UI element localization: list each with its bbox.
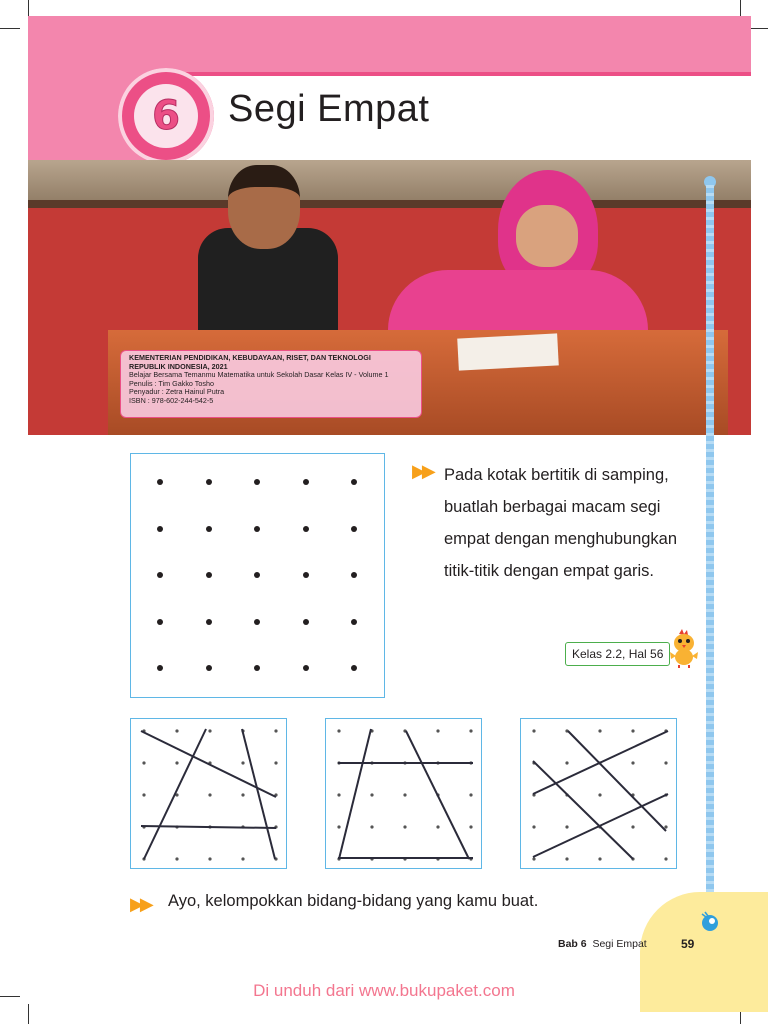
footer-chapter-name: Segi Empat [592, 938, 647, 950]
example-shape-2-drawing [326, 719, 483, 870]
example-grid-dot [469, 825, 472, 828]
photo-wall-stripe [28, 200, 751, 208]
example-grid-dot [532, 825, 535, 828]
grid-dot[interactable] [206, 479, 212, 485]
grid-dot[interactable] [206, 526, 212, 532]
example-grid-dot [598, 729, 601, 732]
example-grid-dot [664, 857, 667, 860]
example-grid-dot [208, 729, 211, 732]
grid-dot[interactable] [206, 619, 212, 625]
example-grid-dot [436, 729, 439, 732]
example-grid-dot [403, 825, 406, 828]
chapter-badge [118, 68, 214, 164]
activity-instruction [444, 459, 704, 587]
grid-dot[interactable] [254, 572, 260, 578]
credit-adapter: Penyadur : Zetra Hainul Putra [129, 387, 225, 397]
example-grid-dot [142, 761, 145, 764]
reference-tag: Kelas 2.2, Hal 56 [565, 642, 670, 666]
credit-country-year: REPUBLIK INDONESIA, 2021 [129, 361, 228, 371]
credit-book-title: Belajar Bersama Temanmu Matematika untuk Sekolah Dasar Kelas IV - Volume 1 [129, 370, 389, 380]
footer-chapter [558, 938, 647, 950]
grid-dot[interactable] [206, 665, 212, 671]
grid-dot[interactable] [254, 526, 260, 532]
chapter-number: 6 [134, 84, 198, 148]
example-grid-dot [532, 729, 535, 732]
grid-dot[interactable] [303, 572, 309, 578]
grid-dot[interactable] [254, 619, 260, 625]
grid-dot[interactable] [303, 665, 309, 671]
grid-dot[interactable] [303, 479, 309, 485]
example-grid-dot [436, 825, 439, 828]
grid-dot[interactable] [157, 572, 163, 578]
side-dotted-rail [706, 180, 714, 900]
example-grid-dot [532, 857, 535, 860]
example-grid-dot [337, 825, 340, 828]
instruction-line: buatlah berbagai macam segi [444, 498, 661, 516]
instruction-line: titik-titik dengan empat garis. [444, 562, 655, 580]
example-grid-dot [241, 761, 244, 764]
example-shape-3 [520, 718, 677, 869]
example-grid-dot [598, 857, 601, 860]
grid-dot[interactable] [157, 665, 163, 671]
example-grid-dot [370, 793, 373, 796]
example-shape-1 [130, 718, 287, 869]
page-number: 59 [681, 937, 695, 951]
instruction-line: Pada kotak bertitik di samping, [444, 466, 669, 484]
example-grid-dot [370, 825, 373, 828]
example-grid-dot [664, 825, 667, 828]
double-triangle-arrow-icon: ▶▶ [130, 894, 150, 914]
footer-chapter-label: Bab 6 [558, 938, 587, 950]
example-shape-3-drawing [521, 719, 678, 870]
example-grid-dot [403, 793, 406, 796]
example-grid-dot [208, 857, 211, 860]
photo-paper [457, 333, 559, 370]
grid-dot[interactable] [351, 619, 357, 625]
example-grid-dot [631, 729, 634, 732]
chick-mascot-icon [667, 628, 701, 668]
example-grid-dot [241, 793, 244, 796]
grid-dot[interactable] [157, 526, 163, 532]
double-triangle-arrow-icon: ▶▶ [412, 461, 432, 481]
credit-ministry: KEMENTERIAN PENDIDIKAN, KEBUDAYAAN, RISET, DAN TEKNOLOGI [129, 353, 371, 362]
grid-dot[interactable] [351, 479, 357, 485]
header-band [28, 16, 751, 72]
example-grid-dot [598, 793, 601, 796]
grid-dot[interactable] [157, 619, 163, 625]
example-grid-dot [175, 761, 178, 764]
example-grid-dot [274, 729, 277, 732]
example-shape-2 [325, 718, 482, 869]
dot-grid-box[interactable] [130, 453, 385, 698]
crop-mark [28, 1004, 29, 1024]
publication-credit [120, 350, 422, 418]
grid-dot[interactable] [254, 665, 260, 671]
example-grid-dot [175, 857, 178, 860]
example-grid-dot [469, 793, 472, 796]
photo-girl-face [516, 205, 578, 267]
grid-dot[interactable] [351, 665, 357, 671]
grid-dot[interactable] [351, 572, 357, 578]
instruction-line: empat dengan menghubungkan [444, 530, 678, 548]
example-grid-dot [631, 761, 634, 764]
footer-bird-icon [700, 910, 720, 932]
crop-mark [0, 28, 20, 29]
grid-dot[interactable] [157, 479, 163, 485]
credit-author: Penulis : Tim Gakko Tosho [129, 378, 214, 388]
credit-isbn: ISBN : 978-602-244-542-5 [129, 395, 214, 405]
grid-dot[interactable] [303, 526, 309, 532]
crop-mark [748, 28, 768, 29]
example-grid-dot [631, 825, 634, 828]
example-grid-dot [565, 825, 568, 828]
grid-dot[interactable] [254, 479, 260, 485]
follow-up-instruction: Ayo, kelompokkan bidang-bidang yang kamu buat. [168, 892, 539, 910]
example-grid-dot [469, 729, 472, 732]
example-grid-dot [142, 793, 145, 796]
example-shape-1-drawing [131, 719, 288, 870]
grid-dot[interactable] [206, 572, 212, 578]
example-grid-dot [565, 857, 568, 860]
grid-dot[interactable] [303, 619, 309, 625]
example-grid-dot [337, 729, 340, 732]
example-grid-dot [664, 761, 667, 764]
photo-boy-head [228, 165, 300, 249]
page-title: Segi Empat [228, 88, 430, 130]
example-grid-dot [208, 793, 211, 796]
example-grid-dot [274, 761, 277, 764]
grid-dot[interactable] [351, 526, 357, 532]
download-note[interactable]: Di unduh dari www.bukupaket.com [253, 981, 515, 1000]
example-grid-dot [565, 761, 568, 764]
example-grid-dot [175, 729, 178, 732]
example-grid-dot [337, 793, 340, 796]
example-grid-dot [241, 857, 244, 860]
